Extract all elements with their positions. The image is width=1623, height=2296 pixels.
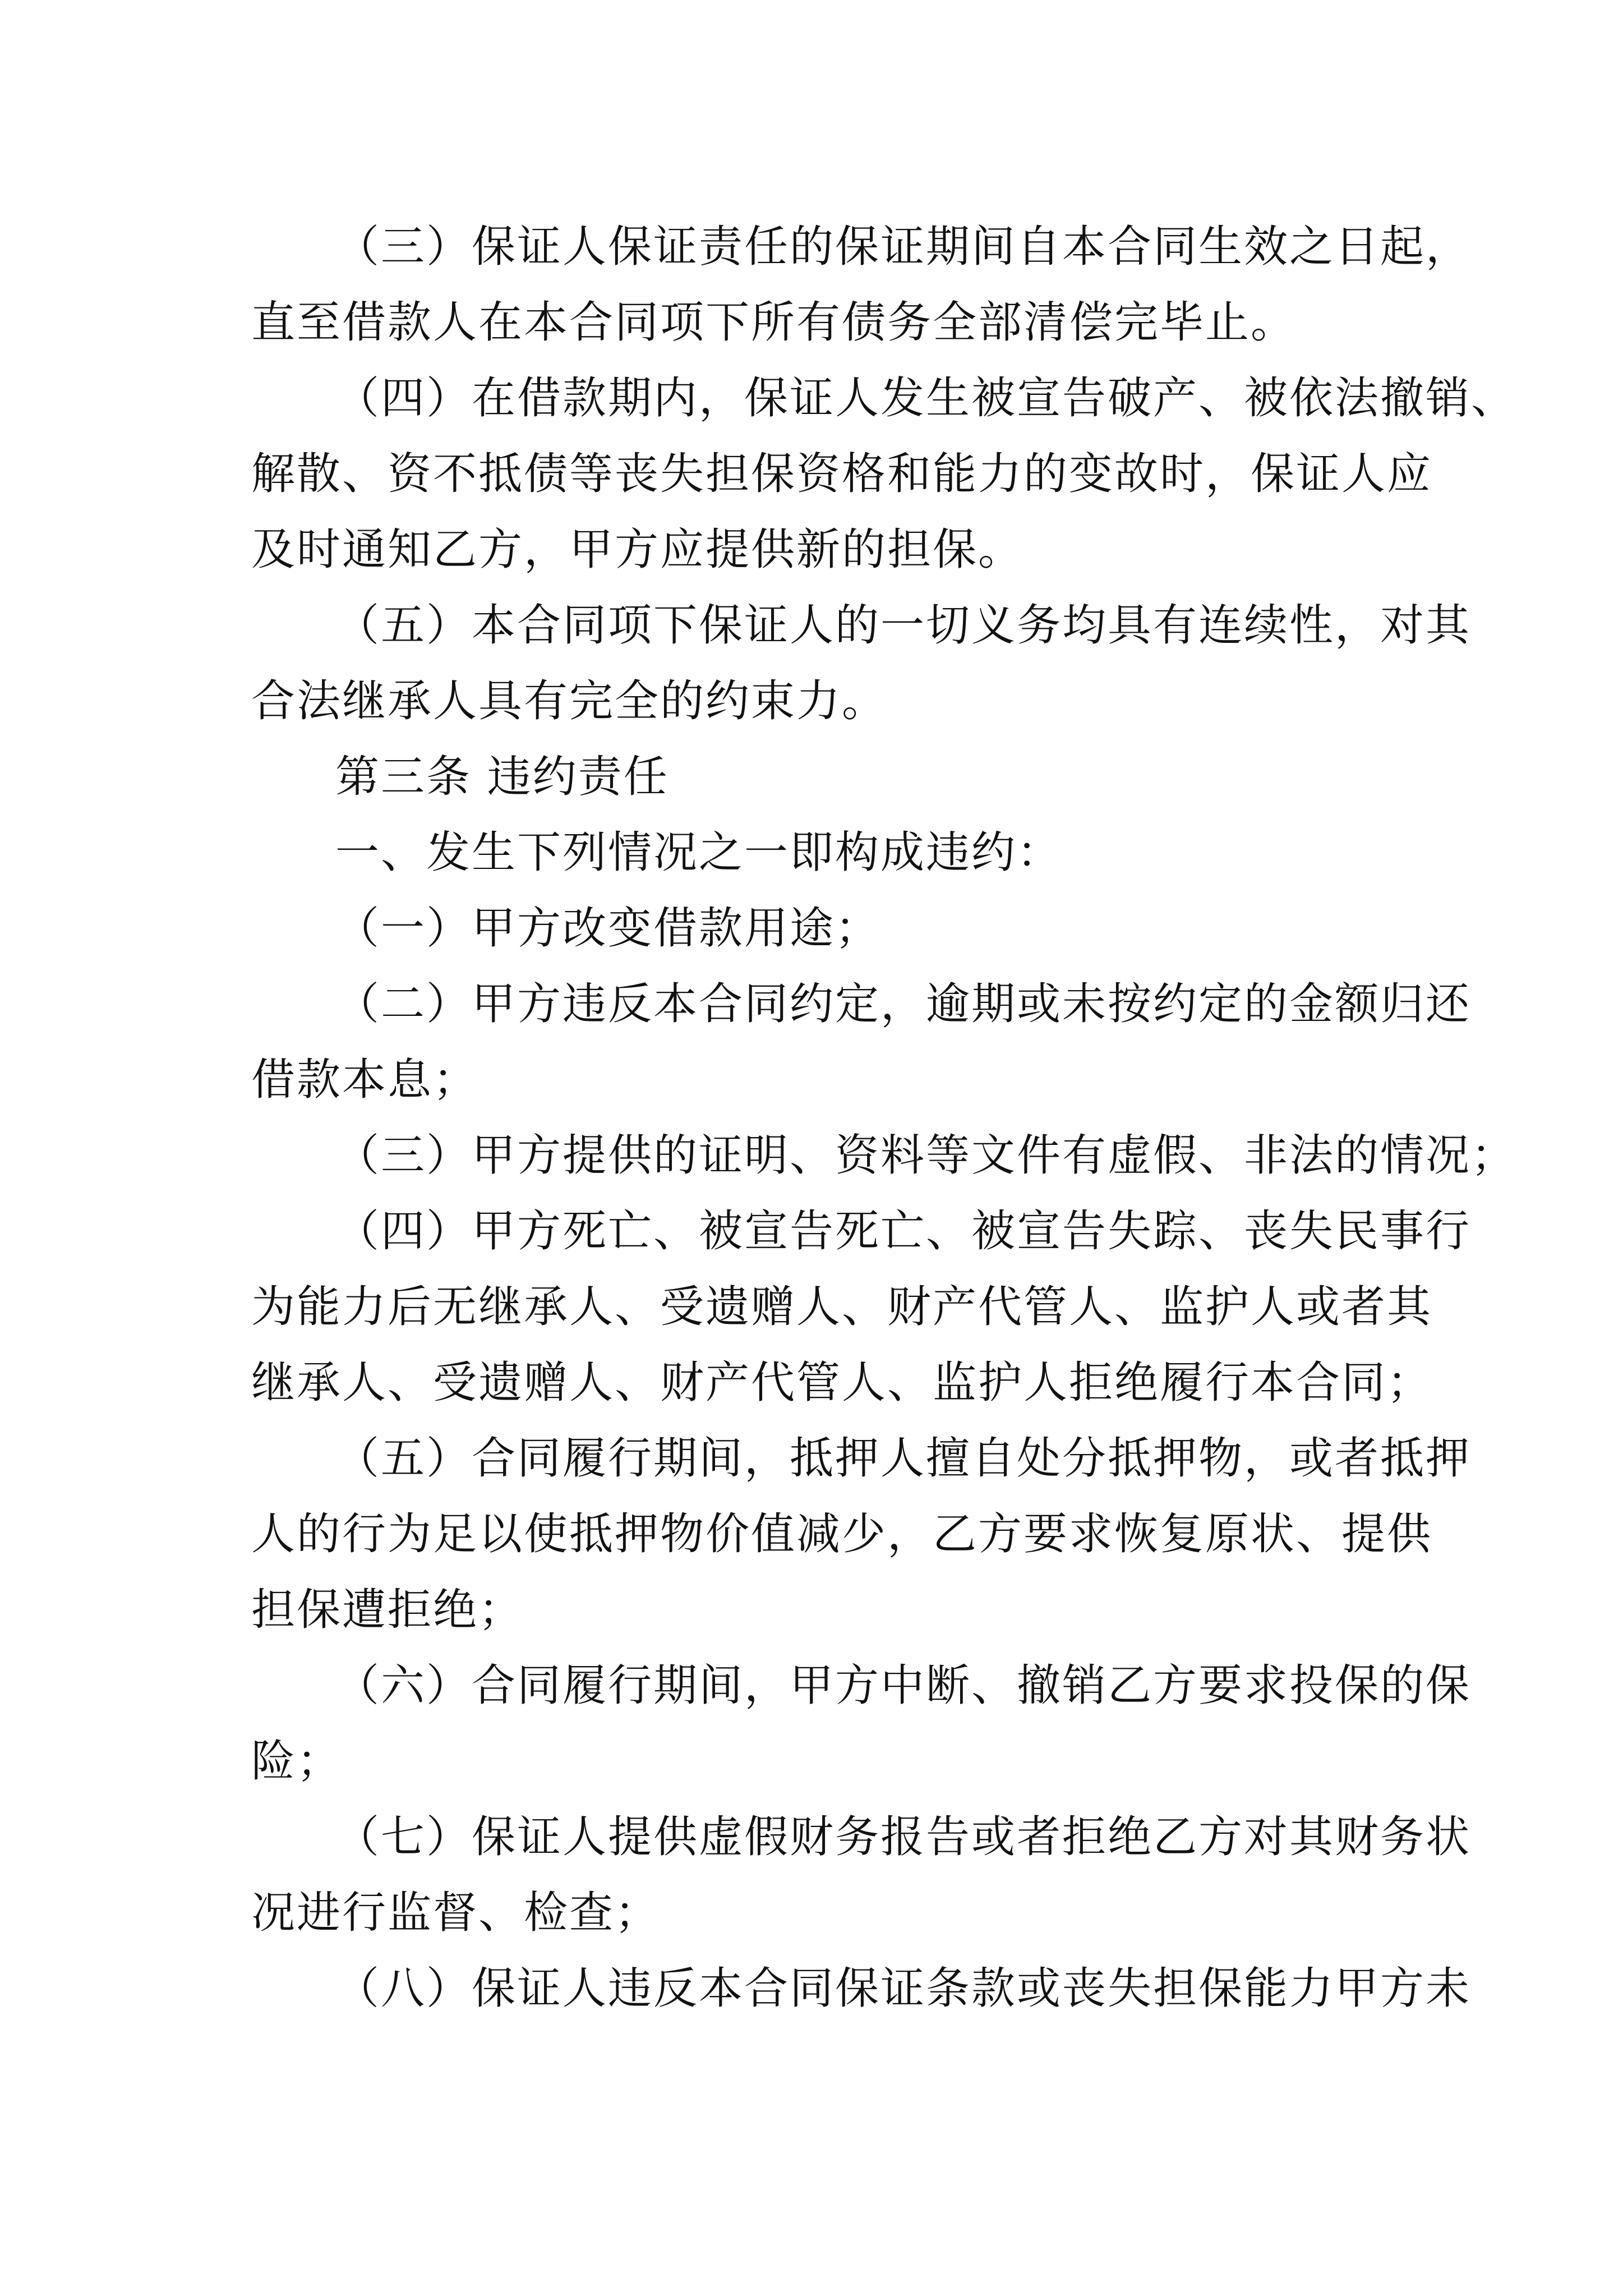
paragraph-line: 及时通知乙方，甲方应提供新的担保。 xyxy=(251,524,1024,575)
paragraph-line: 一、发生下列情况之一即构成违约： xyxy=(335,827,1063,878)
paragraph-line: 险； xyxy=(251,1736,343,1787)
paragraph-line: （六）合同履行期间，甲方中断、撤销乙方要求投保的保 xyxy=(335,1660,1472,1711)
paragraph-line: 借款本息； xyxy=(251,1055,479,1105)
paragraph-line: 人的行为足以使抵押物价值减少，乙方要求恢复原状、提供 xyxy=(251,1509,1433,1559)
paragraph-line: （一）甲方改变借款用途； xyxy=(335,903,881,954)
paragraph-line: 直至借款人在本合同项下所有债务全部清偿完毕止。 xyxy=(251,297,1297,348)
paragraph-line: （四）在借款期内，保证人发生被宣告破产、被依法撤销、 xyxy=(335,373,1517,424)
paragraph-line: 担保遭拒绝； xyxy=(251,1585,524,1635)
paragraph-line: （八）保证人违反本合同保证条款或丧失担保能力甲方未 xyxy=(335,1963,1472,2014)
paragraph-line: （五）合同履行期间，抵押人擅自处分抵押物，或者抵押 xyxy=(335,1433,1472,1484)
paragraph-line: （五）本合同项下保证人的一切义务均具有连续性，对其 xyxy=(335,600,1472,651)
paragraph-line: （四）甲方死亡、被宣告死亡、被宣告失踪、丧失民事行 xyxy=(335,1206,1472,1257)
paragraph-line: （三）甲方提供的证明、资料等文件有虚假、非法的情况； xyxy=(335,1130,1517,1181)
paragraph-line: （二）甲方违反本合同约定，逾期或未按约定的金额归还 xyxy=(335,979,1472,1029)
paragraph-line: 合法继承人具有完全的约束力。 xyxy=(251,676,888,726)
paragraph-line: 为能力后无继承人、受遗赠人、财产代管人、监护人或者其 xyxy=(251,1282,1433,1332)
paragraph-line: （七）保证人提供虚假财务报告或者拒绝乙方对其财务状 xyxy=(335,1812,1472,1862)
paragraph-line: 继承人、受遗赠人、财产代管人、监护人拒绝履行本合同； xyxy=(251,1358,1433,1408)
section-heading: 第三条 违约责任 xyxy=(335,752,669,802)
paragraph-line: 况进行监督、检查； xyxy=(251,1888,661,1938)
paragraph-line: （三）保证人保证责任的保证期间自本合同生效之日起， xyxy=(335,222,1472,272)
paragraph-line: 解散、资不抵债等丧失担保资格和能力的变故时，保证人应 xyxy=(251,449,1433,499)
